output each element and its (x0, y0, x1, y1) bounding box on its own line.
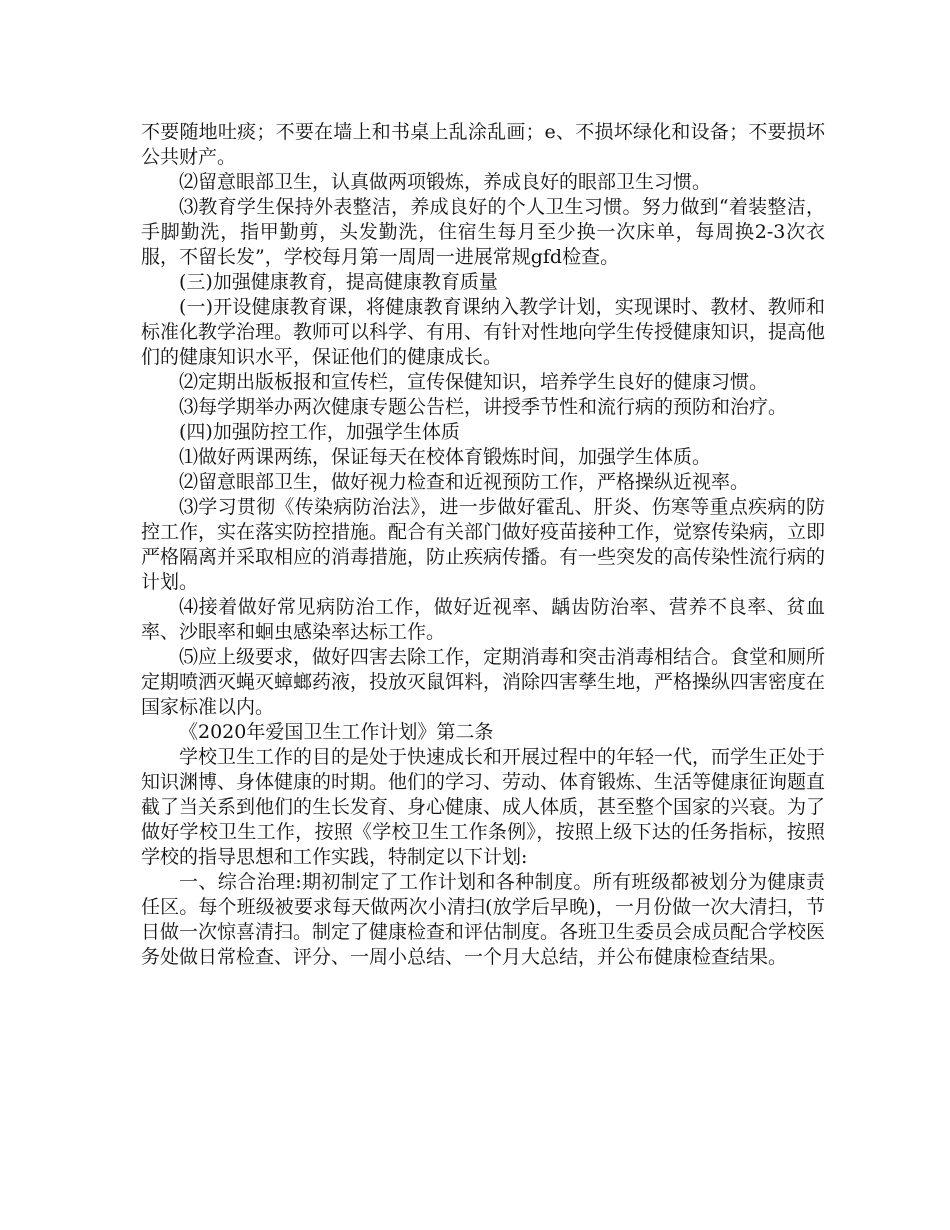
section-heading-3: (三)加强健康教育，提高健康教育质量 (179, 271, 498, 293)
paragraph-1: 不要随地吐痰；不要在墙上和书桌上乱涂乱画；e、不损坏绿化和设备；不要损坏公共财产。 (141, 121, 825, 168)
paragraph-3: ⑶教育学生保持外表整洁，养成良好的个人卫生习惯。努力做到“着装整洁，手脚勤洗，指甲勤剪，头发勤洗，住宿生每月至少换一次床单，每周换2-3次衣服，不留长发”，学校每月第一周周一进展常规gfd检查。 (141, 196, 825, 268)
paragraph-8: ⑵留意眼部卫生，做好视力检查和近视预防工作，严格操纵近视率。 (179, 471, 750, 493)
document-page (141, 120, 825, 970)
paragraph-11: ⑸应上级要求，做好四害去除工作，定期消毒和突击消毒相结合。食堂和厕所定期喷洒灭蝇灭蟑螂药液，投放灭鼠饵料，消除四害孳生地，严格操纵四害密度在国家标准以内。 (141, 646, 826, 718)
paragraph-9: ⑶学习贯彻《传染病防治法》，进一步做好霍乱、肝炎、伤寒等重点疾病的防控工作，实在落实防控措施。配合有关部门做好疫苗接种工作，觉察传染病，立即严格隔离并采取相应的消毒措施，防止疾病传播。有一些突发的高传染性流行病的计划。 (141, 496, 826, 593)
section-heading-4: (四)加强防控工作，加强学生体质 (179, 421, 460, 443)
paragraph-13: 一、综合治理:期初制定了工作计划和各种制度。所有班级都被划分为健康责任区。每个班级被要求每天做两次小清扫(放学后早晚)，一月份做一次大清扫，节日做一次惊喜清扫。制定了健康检查和评估制度。各班卫生委员会成员配合学校医务处做日常检查、评分、一周小总结、一个月大总结，并公布健康检查结果。 (141, 871, 826, 968)
paragraph-5: ⑵定期出版板报和宣传栏，宣传保健知识，培养学生良好的健康习惯。 (179, 371, 769, 393)
article-title-2: 《2020年爱国卫生工作计划》第二条 (179, 721, 494, 743)
paragraph-12: 学校卫生工作的目的是处于快速成长和开展过程中的年轻一代，而学生正处于知识渊博、身体健康的时期。他们的学习、劳动、体育锻炼、生活等健康征询题直截了当关系到他们的生长发育、身心健康、成人体质，甚至整个国家的兴衰。为了做好学校卫生工作，按照《学校卫生工作条例》，按照上级下达的任务指标，按照学校的指导思想和工作实践，特制定以下计划: (141, 746, 826, 868)
paragraph-4: (一)开设健康教育课，将健康教育课纳入教学计划，实现课时、教材、教师和标准化教学治理。教师可以科学、有用、有针对性地向学生传授健康知识，提高他们的健康知识水平，保证他们的健康成长。 (141, 296, 826, 368)
paragraph-10: ⑷接着做好常见病防治工作，做好近视率、龋齿防治率、营养不良率、贫血率、沙眼率和蛔虫感染率达标工作。 (141, 596, 825, 643)
paragraph-6: ⑶每学期举办两次健康专题公告栏，讲授季节性和流行病的预防和治疗。 (179, 396, 788, 418)
paragraph-2: ⑵留意眼部卫生，认真做两项锻炼，养成良好的眼部卫生习惯。 (179, 171, 712, 193)
paragraph-7: ⑴做好两课两练，保证每天在校体育锻炼时间，加强学生体质。 (179, 446, 712, 468)
